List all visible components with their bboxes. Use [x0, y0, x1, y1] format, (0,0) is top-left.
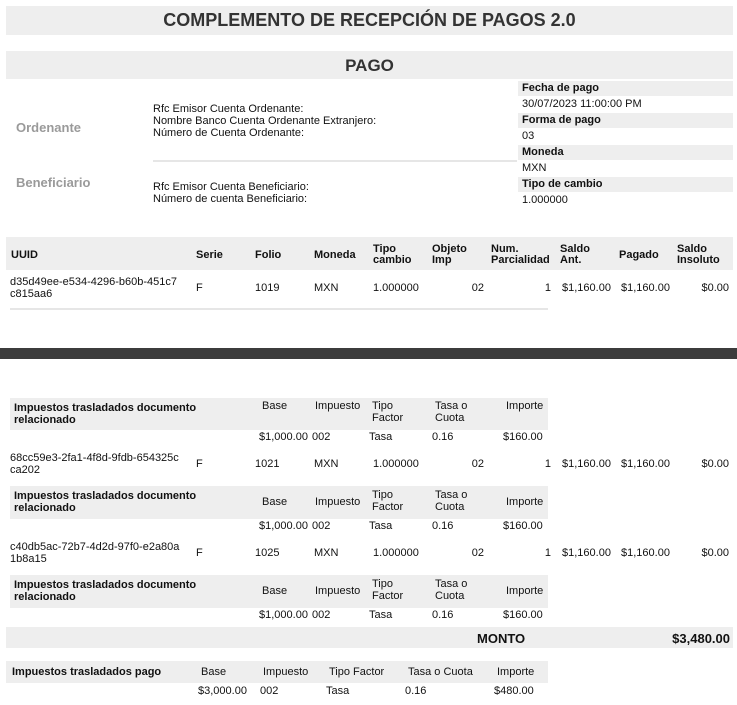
- tipo-cambio-value: 1.000000: [522, 194, 568, 206]
- row3-folio: 1025: [255, 547, 280, 559]
- row2-pagado: $1,160.00: [621, 458, 670, 470]
- row1-folio: 1019: [255, 282, 280, 294]
- ordenante-divider: [153, 160, 517, 162]
- pago-tax-tipo-factor: Tasa: [326, 685, 350, 697]
- pago-tax-h-impuesto: Impuesto: [263, 666, 309, 678]
- tax2-h-tipo-factor: Tipo Factor: [372, 489, 404, 513]
- tax1-tasa: 0.16: [432, 431, 454, 443]
- col-saldo-insoluto: Saldo Insoluto: [677, 243, 720, 266]
- col-parcialidad: Num. Parcialidad: [491, 243, 550, 266]
- tax3-h-base: Base: [262, 585, 288, 597]
- tax2-h-base: Base: [262, 496, 288, 508]
- tax3-h-tipo-factor: Tipo Factor: [372, 578, 404, 602]
- col-saldo-ant: Saldo Ant.: [560, 243, 590, 266]
- row3-moneda: MXN: [314, 547, 339, 559]
- row1-serie: F: [196, 282, 203, 294]
- monto-band: [6, 627, 733, 648]
- row3-uuid: c40db5ac-72b7-4d2d-97f0-e2a80a1b8a15: [10, 541, 180, 565]
- row2-objeto-imp: 02: [471, 458, 484, 470]
- tax1-base: $1,000.00: [259, 431, 308, 443]
- row3-serie: F: [196, 547, 203, 559]
- row1-pagado: $1,160.00: [621, 282, 670, 294]
- ordenante-banco-field: Nombre Banco Cuenta Ordenante Extranjero:: [153, 115, 377, 127]
- pago-tax-importe: $480.00: [494, 685, 534, 697]
- row2-tipo-cambio: 1.000000: [373, 458, 419, 470]
- tax3-h-importe: Importe: [506, 585, 544, 597]
- tax1-importe: $160.00: [503, 431, 543, 443]
- row1-tipo-cambio: 1.000000: [373, 282, 419, 294]
- col-serie: Serie: [196, 249, 223, 261]
- page-break-bar: [0, 348, 737, 359]
- tax1-label: Impuestos trasladados documento relacionado: [14, 402, 197, 426]
- row2-saldo-ant: $1,160.00: [562, 458, 611, 470]
- tipo-cambio-label: Tipo de cambio: [522, 178, 603, 190]
- tax1-impuesto: 002: [312, 431, 331, 443]
- col-moneda: Moneda: [314, 249, 356, 261]
- tax1-tipo-factor: Tasa: [369, 431, 393, 443]
- tax1-h-impuesto: Impuesto: [315, 400, 361, 412]
- tax2-base: $1,000.00: [259, 520, 308, 532]
- row3-pagado: $1,160.00: [621, 547, 670, 559]
- forma-value: 03: [522, 130, 535, 142]
- beneficiario-cuenta-field: Número de cuenta Beneficiario:: [153, 193, 308, 205]
- tax2-h-impuesto: Impuesto: [315, 496, 361, 508]
- tax1-h-base: Base: [262, 400, 288, 412]
- fecha-label: Fecha de pago: [522, 82, 600, 94]
- row3-saldo-ant: $1,160.00: [562, 547, 611, 559]
- tax3-tipo-factor: Tasa: [369, 609, 393, 621]
- row1-objeto-imp: 02: [471, 282, 484, 294]
- tax3-h-tasa: Tasa o Cuota: [435, 578, 468, 602]
- forma-label: Forma de pago: [522, 114, 601, 126]
- row2-saldo-insoluto: $0.00: [701, 458, 729, 470]
- row3-objeto-imp: 02: [471, 547, 484, 559]
- tax3-tasa: 0.16: [432, 609, 454, 621]
- tax2-tipo-factor: Tasa: [369, 520, 393, 532]
- col-tipo-cambio: Tipo cambio: [373, 243, 412, 266]
- col-folio: Folio: [255, 249, 282, 261]
- row3-tipo-cambio: 1.000000: [373, 547, 419, 559]
- pago-tax-h-importe: Importe: [497, 666, 535, 678]
- tax2-h-tasa: Tasa o Cuota: [435, 489, 468, 513]
- ordenante-label: Ordenante: [16, 120, 82, 135]
- tax2-impuesto: 002: [312, 520, 331, 532]
- pago-title: PAGO: [345, 56, 394, 75]
- tax2-importe: $160.00: [503, 520, 543, 532]
- beneficiario-label: Beneficiario: [16, 175, 91, 190]
- monto-value: $3,480.00: [672, 631, 730, 646]
- monto-label: MONTO: [477, 631, 526, 646]
- pago-tax-h-base: Base: [201, 666, 227, 678]
- tax2-label: Impuestos trasladados documento relacionado: [14, 490, 197, 514]
- row1-moneda: MXN: [314, 282, 339, 294]
- row1-saldo-insoluto: $0.00: [701, 282, 729, 294]
- pago-tax-h-tasa: Tasa o Cuota: [408, 666, 473, 678]
- tax3-impuesto: 002: [312, 609, 331, 621]
- ordenante-cuenta-field: Número de Cuenta Ordenante:: [153, 127, 305, 139]
- fecha-value: 30/07/2023 11:00:00 PM: [522, 98, 642, 110]
- ordenante-rfc-field: Rfc Emisor Cuenta Ordenante:: [153, 103, 304, 115]
- row2-moneda: MXN: [314, 458, 339, 470]
- row2-uuid: 68cc59e3-2fa1-4f8d-9fdb-654325cca202: [10, 452, 179, 476]
- row3-parcialidad: 1: [544, 547, 551, 559]
- pago-tax-h-tipo-factor: Tipo Factor: [329, 666, 385, 678]
- tax1-h-tipo-factor: Tipo Factor: [372, 400, 404, 424]
- row1-saldo-ant: $1,160.00: [562, 282, 611, 294]
- pago-tax-tasa: 0.16: [405, 685, 427, 697]
- pago-tax-label: Impuestos trasladados pago: [12, 666, 162, 678]
- row3-saldo-insoluto: $0.00: [701, 547, 729, 559]
- pago-tax-base: $3,000.00: [198, 685, 247, 697]
- row2-folio: 1021: [255, 458, 280, 470]
- row1-divider: [10, 308, 548, 310]
- moneda-value: MXN: [522, 162, 547, 174]
- beneficiario-rfc-field: Rfc Emisor Cuenta Beneficiario:: [153, 181, 309, 193]
- moneda-label: Moneda: [522, 146, 564, 158]
- col-uuid: UUID: [11, 249, 38, 261]
- tax2-tasa: 0.16: [432, 520, 454, 532]
- tax3-label: Impuestos trasladados documento relacionado: [14, 579, 197, 603]
- col-objeto-imp: Objeto Imp: [432, 243, 467, 266]
- tax3-h-impuesto: Impuesto: [315, 585, 361, 597]
- tax3-base: $1,000.00: [259, 609, 308, 621]
- row1-parcialidad: 1: [544, 282, 551, 294]
- tax1-h-importe: Importe: [506, 400, 544, 412]
- row2-parcialidad: 1: [544, 458, 551, 470]
- tax2-h-importe: Importe: [506, 496, 544, 508]
- row1-uuid: d35d49ee-e534-4296-b60b-451c7c815aa6: [10, 276, 177, 300]
- tax3-importe: $160.00: [503, 609, 543, 621]
- col-pagado: Pagado: [619, 249, 659, 261]
- row2-serie: F: [196, 458, 203, 470]
- pago-tax-impuesto: 002: [260, 685, 279, 697]
- tax1-h-tasa: Tasa o Cuota: [435, 400, 468, 424]
- document-title: COMPLEMENTO DE RECEPCIÓN DE PAGOS 2.0: [163, 10, 576, 30]
